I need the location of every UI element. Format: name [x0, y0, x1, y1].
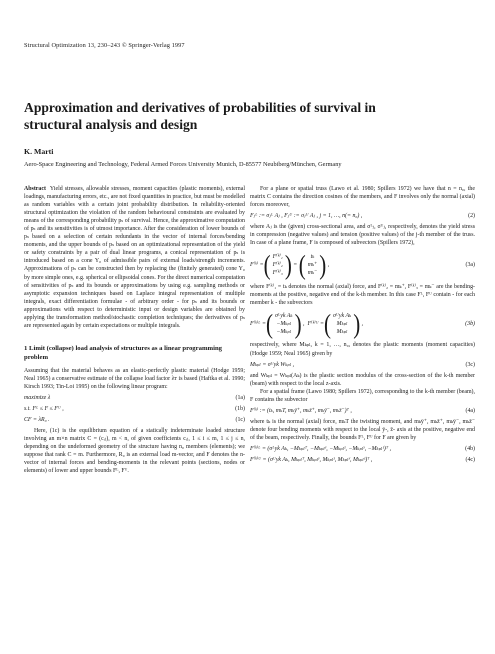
left-paren: ( — [298, 249, 306, 281]
bending-moment-paragraph: where F⁽ᵏ⁾₁ = tₖ denotes the normal (axial) force, and F⁽ᵏ⁾₂ = mₖ⁺, F⁽ᵏ⁾₃ = mₖ⁻ are the bending-moments at the positive, negative end of the k-th member. In this case Fᴸ, Fᵁ contain - for each member k - the subvectors — [250, 284, 475, 307]
equation-4b-number: (4b) — [465, 445, 475, 452]
equation-4b-body: F⁽ᵏ⁾ᴸ = (σᴸyk Aₖ, −Mₖₚₗᵀ, −Mₖₚₗʸ, −Mₖₚₗᶻ, −Mₖₚₗʸ, −Mₖₚₗᶻ)ᵀ , — [250, 445, 392, 452]
equation-4a-body: F⁽ᵏ⁾ := (tₖ, mₖT, mₖȳ⁺, mₖz̄⁺, mₖȳ⁻, mₖz̄⁻)ᵀ , — [250, 407, 352, 414]
equation-1c-body: CF = λR₀ . — [24, 417, 50, 424]
right-paren: ) — [284, 249, 292, 281]
left-column — [24, 185, 245, 475]
equation-3c — [250, 361, 475, 369]
section-1-heading: 1 Limit (collapse) load analysis of structures as a linear programming problem — [24, 344, 223, 361]
equation-1c-number: (1c) — [235, 417, 245, 424]
plastic-moments-paragraph: respectively, where Mₖₚₗ, k = 1, …, n₀, denotes the plastic moments (moment capacities) (Hodge 1959; Neal 1965) given by — [250, 342, 475, 357]
equation-3a — [250, 250, 475, 280]
equation-4a-number: (4a) — [465, 407, 475, 414]
equation-3b-lower-vector — [275, 312, 293, 336]
equation-3b-lower-lhs: F⁽ᵏ⁾ᴸ = — [250, 321, 266, 328]
equation-3b-upper-lhs: F⁽ᵏ⁾ᵁ = — [307, 321, 324, 328]
equation-4c-number: (4c) — [465, 457, 475, 464]
vector-entry: −Mₖₚₗ — [276, 329, 292, 336]
right-column — [250, 185, 475, 467]
equation-3a-vector-2 — [308, 253, 318, 277]
author-affiliation: Aero-Space Engineering and Technology, Federal Armed Forces University Munich, D-85577 Neubiberg/München, Germany — [24, 161, 342, 168]
equation-3b-lower: F⁽ᵏ⁾ᴸ = ( σᴸyk Aₖ −Mₖₚₗ −Mₖₚₗ ) , F⁽ᵏ⁾ᵁ = ( σᵁyk Aₖ Mₖₚₗ Mₖₚₗ ) , — [250, 308, 364, 340]
equation-4c — [250, 456, 475, 464]
equation-3c-number: (3c) — [465, 361, 475, 368]
abstract-text: Yield stresses, allowable stresses, moment capacities (plastic moments), external loadings, manufacturing errors, etc., are not fixed quantities in practice, but must be modelled as random variables with a certain joint probability distribution. In reliability-oriented structural optimization the violation of the random behavioural constraints are evaluated by means of the corresponding probability pₛ of survival. Hence, the approximative computation of pₛ and its sensitivities is of utmost importance. After the consideration of lower bounds of pₛ based on a selection of certain redundants in the vector of internal forces/bending moments, and the upper bounds of pₛ based on an optimizational representation of the yield or safety constraints by a pair of dual linear programs, a conical representation of pₛ is introduced based on a cone Y₀ of admissible pairs of external loads/strength increments. Approximations of pₛ can be constructed then by replacing the (finitely generated) cone Y₀ by more simple ones, e.g. spherical or ellipsoidal cones. For the direct numerical computation of sensitivities of pₛ and its bounds or approximations by using e.g. sampling methods or asymptotic expansion techniques based on Laplace integral representation of multiple integrals, exact differentiation formulae - of arbitrary order - for pₛ and its bounds or approximations with respect to deterministic input or design variables are obtained by applying the transformation method/stochastic completion techniques; the derivatives of pₛ are represented again by certain expectations or multiple integrals. — [24, 186, 246, 329]
left-paren: ( — [265, 308, 273, 340]
equation-1a — [24, 394, 245, 402]
cross-section-paragraph: where Aⱼ is the (given) cross-sectional area, and σᴸⱼ, σᵁⱼ, respectively, denotes the yield stress in compression (negative values) and tension (positive values) of the j-th member of the truss. In case of a plane frame, F is composed of subvectors (Spillers 1972), — [250, 224, 475, 247]
equation-1b-body: s.t. Fᴸ ≤ F ≤ Fᵁ , — [24, 406, 64, 413]
equation-1b — [24, 405, 245, 413]
equation-2-body: Fⱼᴸ := σⱼᴸ Aⱼ , Fⱼᵁ := σⱼᵁ Aⱼ , j = 1, …, n(= n₀) , — [250, 213, 363, 220]
truss-paragraph: For a plane or spatial truss (Lawo et al. 1980; Spillers 1972) we have that n = n₀, the matrix C contains the direction cosines of the members, and F involves only the normal (axial) forces moreover, — [250, 186, 475, 209]
equation-3a-body: F⁽ᵏ⁾ = ( F⁽ᵏ⁾₁ F⁽ᵏ⁾₂ F⁽ᵏ⁾₃ ) = ( tₖ mₖ⁺ mₖ⁻ ) , — [250, 249, 330, 281]
vector-entry: σᴸyk Aₖ — [274, 313, 293, 320]
title-line-1: Approximation and derivatives of probabilities of survival in — [24, 100, 376, 115]
equation-3c-body: Mₖₚₗ = σᵁyk Wₖₚₗ , — [250, 361, 295, 368]
spatial-frame-paragraph: For a spatial frame (Lawo 1980; Spillers 1972), corresponding to the k-th member (beam), F contains the subvector — [250, 388, 475, 403]
equation-3b-upper-vector — [333, 312, 351, 336]
vector-entry: −Mₖₚₗ — [276, 321, 292, 328]
equation-2-number: (2) — [468, 213, 475, 220]
equation-1a-number: (1a) — [235, 394, 245, 401]
equation-3a-vector-1 — [273, 253, 283, 277]
left-paren: ( — [324, 308, 331, 340]
equation-3a-number: (3a) — [465, 262, 475, 269]
equation-4c-body: F⁽ᵏ⁾ᵁ = (σᵁyk Aₖ, Mₖₚₗᵀ, Mₖₚₗʸ, Mₖₚₗᶻ, Mₖₚₗʸ, Mₖₚₗᶻ)ᵀ , — [250, 457, 373, 464]
abstract-paragraph — [24, 185, 245, 330]
equation-3b-number: (3b) — [465, 321, 475, 328]
author-name: K. Marti — [24, 147, 54, 156]
title-line-2: structural analysis and design — [24, 117, 198, 132]
paper-title — [24, 99, 479, 133]
vector-entry: mₖ⁻ — [307, 270, 318, 277]
right-paren: ) — [353, 308, 361, 340]
equation-4a — [250, 407, 475, 415]
equals-sign: = — [291, 262, 299, 269]
right-paren: ) — [319, 249, 327, 281]
equation-1b-number: (1b) — [235, 406, 245, 413]
vector-entry: mₖ⁺ — [307, 262, 318, 269]
vector-entry: tₖ — [310, 254, 315, 261]
section-1-paragraph-1: Assuming that the material behaves as an elastic-perfectly plastic material (Hodge 1959; Neal 1965) a conservative estimate of the collapse load factor λᴛ is based (Haftka et al. 1990; Kirsch 1993; Tin-Loi 1995) on the following linear program: — [24, 367, 245, 390]
vector-entry: σᵁyk Aₖ — [333, 313, 352, 320]
section-modulus-paragraph: and Wₖₚₗ = Wₖₚₗ(Aₖ) is the plastic section modulus of the cross-section of the k-th member (beam) with respect to the local z-axis. — [250, 372, 475, 387]
vector-entry: F⁽ᵏ⁾₂ — [272, 262, 283, 269]
equation-1a-body: maximize λ — [24, 394, 51, 401]
section-1-paragraph-2: Here, (1c) is the equilibrium equation of a statically indeterminate loaded structure involving an m×n matrix C = (cᵢⱼ), m < n, of given coefficients cᵢⱼ, 1 ≤ i ≤ m, 1 ≤ j ≤ n, depending on the undeformed geometry of the structure having n₀ members (elements); we suppose that rank C = m. Furthermore, R₀ is an external load m-vector, and F denotes the n-vector of internal forces and bending-moments in the relevant points (sections, nodes or elements) of lower and upper bounds Fᴸ, Fᵁ. — [24, 428, 245, 475]
vector-entry: F⁽ᵏ⁾₃ — [272, 270, 283, 277]
equation-3b — [250, 310, 475, 338]
equation-2 — [250, 212, 475, 220]
equation-3a-lhs: F⁽ᵏ⁾ = — [250, 262, 264, 269]
equation-1c — [24, 416, 245, 424]
equation-4b — [250, 445, 475, 453]
twisting-moment-paragraph: where tₖ is the normal (axial) force, mₖT the twisting moment, and mₖȳ⁺, mₖz̄⁺, mₖȳ⁻, mₖz̄⁻ denote four bending moments with respect to the local ȳ-, z̄- axis at the positive, negative end of the beam, respectively. Finally, the bounds Fᴸ, Fᵁ for F are given by — [250, 418, 475, 441]
right-paren: ) — [294, 308, 302, 340]
vector-entry: Mₖₚₗ — [336, 329, 348, 336]
left-paren: ( — [263, 249, 271, 281]
journal-citation: Structural Optimization 13, 230–243 © Springer-Verlag 1997 — [24, 42, 185, 49]
abstract-label: Abstract — [24, 186, 46, 192]
vector-entry: Mₖₚₗ — [336, 321, 348, 328]
vector-entry: F⁽ᵏ⁾₁ — [272, 254, 283, 261]
